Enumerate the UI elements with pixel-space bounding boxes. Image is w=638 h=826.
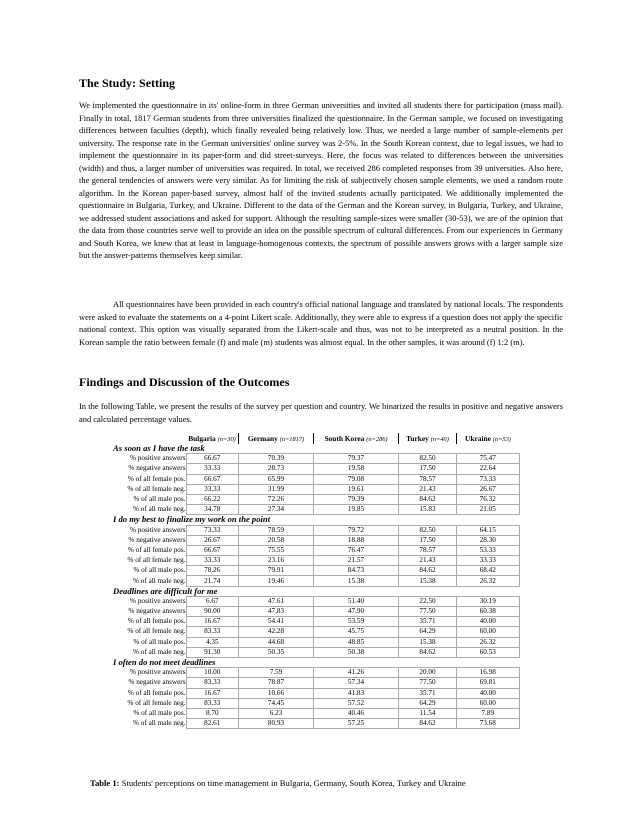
table-cell: 76.47 (314, 545, 399, 555)
table-cell: 16.98 (457, 668, 520, 678)
section-title: I often do not meet deadlines (113, 657, 216, 668)
table-cell: 40.46 (314, 708, 399, 718)
row-label: % of all male pos. (133, 495, 186, 504)
row-label: % of all male neg. (133, 719, 186, 728)
table-cell: 26.67 (186, 535, 239, 545)
table-cell: 75.47 (457, 454, 520, 464)
table-cell: 15.83 (399, 505, 457, 515)
table-cell: 20.00 (399, 668, 457, 678)
row-label: % of all female neg. (127, 484, 186, 493)
row-label: % negative answers (128, 535, 186, 544)
table-cell: 78.59 (239, 525, 314, 535)
table-cell: 19.61 (314, 484, 399, 494)
row-label: % positive answers (130, 668, 186, 677)
table-cell: 47.61 (239, 596, 314, 606)
table-cell: 73.68 (457, 719, 520, 729)
row-label: % of all male pos. (133, 637, 186, 646)
table-cell: 33.33 (457, 556, 520, 566)
table-row (113, 535, 519, 545)
table-cell: 20.58 (239, 535, 314, 545)
section-title-setting: The Study: Setting (79, 76, 176, 90)
table-row (113, 566, 519, 576)
table-cell: 16.67 (186, 617, 239, 627)
table-row (113, 596, 519, 606)
table-row (113, 464, 519, 474)
table-row (113, 647, 519, 657)
row-label: % of all female neg. (127, 627, 186, 636)
table-cell: 76.32 (457, 494, 520, 504)
table-cell: 11.54 (399, 708, 457, 718)
table-cell: 27.34 (239, 505, 314, 515)
table-cell: 90.00 (186, 607, 239, 617)
table-row (113, 688, 519, 698)
table-cell: 15.38 (399, 576, 457, 586)
table-cell: 70.39 (239, 454, 314, 464)
table-cell: 60.00 (457, 627, 520, 637)
row-label: % positive answers (130, 525, 186, 534)
table-cell: 4.35 (186, 637, 239, 647)
table-cell: 47.83 (239, 607, 314, 617)
table-cell: 47.90 (314, 607, 399, 617)
table-cell: 6.67 (186, 596, 239, 606)
row-label: % of all female pos. (127, 617, 186, 626)
table-cell: 64.29 (399, 627, 457, 637)
row-label: % of all male pos. (133, 566, 186, 575)
table-section-row (113, 515, 519, 525)
table-cell: 68.42 (457, 566, 520, 576)
table-cell: 15.38 (399, 637, 457, 647)
table-cell: 57.34 (314, 678, 399, 688)
row-label: % positive answers (130, 454, 186, 463)
table-cell: 82.50 (399, 454, 457, 464)
table-row (113, 474, 519, 484)
table-cell: 66.67 (186, 474, 239, 484)
table-cell: 41.83 (314, 688, 399, 698)
table-cell: 51.40 (314, 596, 399, 606)
table-cell: 10.66 (239, 688, 314, 698)
row-label: % positive answers (130, 596, 186, 605)
table-cell: 22.50 (399, 596, 457, 606)
table-cell: 78.57 (399, 474, 457, 484)
row-label: % negative answers (128, 464, 186, 473)
column-header: Ukraine (n=53) (457, 433, 520, 444)
table-cell: 78.57 (399, 545, 457, 555)
table-cell: 21.05 (457, 505, 520, 515)
table-cell: 66.67 (186, 454, 239, 464)
section-title: Deadlines are difficult for me (113, 585, 218, 596)
table-cell: 60.53 (457, 647, 520, 657)
table-cell: 74.45 (239, 698, 314, 708)
table-row (113, 719, 519, 729)
table-cell: 77.50 (399, 607, 457, 617)
table-cell: 77.50 (399, 678, 457, 688)
table-cell: 83.33 (186, 678, 239, 688)
section-title: I do my best to finalize my work on the point (113, 514, 271, 525)
table-cell: 79.37 (314, 454, 399, 464)
table-cell: 30.19 (457, 596, 520, 606)
row-label: % of all male pos. (133, 708, 186, 717)
table-cell: 35.71 (399, 688, 457, 698)
caption-label: Table 1: (90, 778, 120, 788)
table-cell: 50.38 (314, 647, 399, 657)
table-section-row (113, 657, 519, 667)
results-table (113, 433, 520, 729)
table-cell: 79.72 (314, 525, 399, 535)
row-label: % of all female pos. (127, 688, 186, 697)
column-header: Turkey (n=40) (399, 433, 457, 444)
table-cell: 73.33 (457, 474, 520, 484)
table-cell: 79.91 (239, 566, 314, 576)
table-cell: 19.58 (314, 464, 399, 474)
table-cell: 66.22 (186, 494, 239, 504)
table-cell: 7.89 (457, 708, 520, 718)
table-cell: 48.85 (314, 637, 399, 647)
table-cell: 34.78 (186, 505, 239, 515)
table-cell: 19.46 (239, 576, 314, 586)
table-cell: 21.74 (186, 576, 239, 586)
table-cell: 79.08 (314, 474, 399, 484)
table-cell: 50.35 (239, 647, 314, 657)
table-cell: 83.33 (186, 627, 239, 637)
table-row (113, 637, 519, 647)
table-row (113, 678, 519, 688)
table-row (113, 668, 519, 678)
table-cell: 54.41 (239, 617, 314, 627)
table-cell: 65.99 (239, 474, 314, 484)
table-cell: 40.00 (457, 688, 520, 698)
row-label: % of all male neg. (133, 505, 186, 514)
setting-paragraph-2: All questionnaires have been provided in each country's official national language and translated by national locals. The respondents were asked to evaluate the statements on a 4-point Likert scale. Additionally, they were able to express if a question does not apply the specific national context. This option was visually separated from the Likert-scale and thus, was not to be interpreted as a neutral position. In the Korean sample the ratio between female (f) and male (m) students was almost equal. In the other samples, it was around (f) 1:2 (m). (79, 299, 563, 347)
table-cell: 26.67 (457, 484, 520, 494)
column-header: Bulgaria (n=30) (188, 434, 236, 443)
table-cell: 57.52 (314, 698, 399, 708)
table-caption (90, 778, 466, 788)
table-cell: 41.26 (314, 668, 399, 678)
table-cell: 60.00 (457, 698, 520, 708)
table-row (113, 494, 519, 504)
table-cell: 83.33 (186, 698, 239, 708)
row-label: % of all female neg. (127, 698, 186, 707)
table-cell: 82.50 (399, 525, 457, 535)
table-row (113, 454, 519, 464)
table-cell: 7.59 (239, 668, 314, 678)
table-cell: 84.62 (399, 647, 457, 657)
table-row (113, 708, 519, 718)
table-cell: 40.00 (457, 617, 520, 627)
table-cell: 75.55 (239, 545, 314, 555)
table-cell: 23.16 (239, 556, 314, 566)
table-cell: 17.50 (399, 464, 457, 474)
table-cell: 91.30 (186, 647, 239, 657)
row-label: % negative answers (128, 607, 186, 616)
row-label: % of all female neg. (127, 556, 186, 565)
table-row (113, 576, 519, 586)
table-row (113, 505, 519, 515)
table-cell: 16.67 (186, 688, 239, 698)
table-cell: 33.33 (186, 484, 239, 494)
table-cell: 8.70 (186, 708, 239, 718)
table-row (113, 525, 519, 535)
table-cell: 60.38 (457, 607, 520, 617)
setting-paragraph-1: We implemented the questionnaire in its' online-form in three German universities and invited all students there for participation (mass mail). Finally in total, 1817 German students from three universities finalized the questionnaire. In the German sample, we focused on investigating differences between faculties (depth), which finally revealed being relatively low. Thus, we needed a large number of sample-elements per university. The response rate in the German universities' online survey was 2-5%. In the South Korean context, due to legal issues, we had to implement the questionnaire in its paper-form and did street-surveys. Here, the focus was related to differences between the universities (width) and thus, a larger number of universities was required. In total, we received 286 completed responses from 39 universities. Also here, the general tendencies of answers were very similar. As for limiting the risk of subjectively chosen sample elements, we used a random route algorithm. In the Korean paper-based survey, almost half of the invited students actually participated. We additionally implemented the questionnaire in Bulgaria, Turkey, and Ukraine. Different to the data of the German and the Korean survey, in Bulgaria, Turkey, and Ukraine, we addressed student associations and asked for support. Although the resulting sample-sizes were smaller (30-53), we are of the opinion that the data from those countries serve well to provide an idea on the possible spectrum of cultural differences. From our experiences in Germany and South Korea, we knew that at least in language-homogenous contexts, the spectrum of possible answers grows with a larger sample size but the answer-patterns themselves keep similar. (79, 100, 563, 260)
table-row (113, 607, 519, 617)
table-cell: 69.81 (457, 678, 520, 688)
table-row (113, 627, 519, 637)
column-header: Germany (n=1817) (239, 433, 314, 444)
table-cell: 22.64 (457, 464, 520, 474)
table-cell: 28.73 (239, 464, 314, 474)
table-cell: 44.68 (239, 637, 314, 647)
table-row (113, 545, 519, 555)
row-label: % of all male neg. (133, 647, 186, 656)
table-cell: 64.29 (399, 698, 457, 708)
table-cell: 33.33 (186, 556, 239, 566)
table-cell: 53.59 (314, 617, 399, 627)
table-cell: 35.71 (399, 617, 457, 627)
table-cell: 78.87 (239, 678, 314, 688)
table-cell: 82.61 (186, 719, 239, 729)
table-cell: 84.62 (399, 494, 457, 504)
table-cell: 53.33 (457, 545, 520, 555)
table-cell: 84.73 (314, 566, 399, 576)
caption-text: Students' perceptions on time management in Bulgaria, Germany, South Korea, Turkey and Ukraine (121, 778, 466, 788)
table-cell: 42.28 (239, 627, 314, 637)
table-cell: 15.38 (314, 576, 399, 586)
section-title: As soon as I have the task (113, 443, 205, 454)
table-cell: 26.32 (457, 637, 520, 647)
table-cell: 45.75 (314, 627, 399, 637)
table-body (113, 444, 519, 729)
row-label: % negative answers (128, 678, 186, 687)
table-cell: 6.23 (239, 708, 314, 718)
table-row (113, 617, 519, 627)
table-cell: 84.62 (399, 719, 457, 729)
table-cell: 21.43 (399, 556, 457, 566)
section-title-findings: Findings and Discussion of the Outcomes (79, 375, 290, 389)
table-cell: 64.15 (457, 525, 520, 535)
findings-paragraph-1: In the following Table, we present the results of the survey per question and country. We binarized the results in positive and negative answers and calculated percentage values. (79, 401, 563, 424)
table-cell: 33.33 (186, 464, 239, 474)
table-cell: 80.93 (239, 719, 314, 729)
row-label: % of all female pos. (127, 474, 186, 483)
table-section-row (113, 444, 519, 454)
table-cell: 21.43 (399, 484, 457, 494)
table-row (113, 556, 519, 566)
table-cell: 78.26 (186, 566, 239, 576)
column-header: South Korea (n=286) (314, 433, 399, 444)
table-cell: 17.50 (399, 535, 457, 545)
table-cell: 79.39 (314, 494, 399, 504)
table-cell: 28.30 (457, 535, 520, 545)
table-cell: 57.25 (314, 719, 399, 729)
table-cell: 66.67 (186, 545, 239, 555)
table-cell: 19.85 (314, 505, 399, 515)
table-row (113, 698, 519, 708)
table-cell: 31.99 (239, 484, 314, 494)
table-cell: 21.57 (314, 556, 399, 566)
table-cell: 73.33 (186, 525, 239, 535)
table-cell: 26.32 (457, 576, 520, 586)
table-cell: 84.62 (399, 566, 457, 576)
row-label: % of all female pos. (127, 545, 186, 554)
table-section-row (113, 586, 519, 596)
table-cell: 10.00 (186, 668, 239, 678)
table-cell: 72.26 (239, 494, 314, 504)
table-cell: 18.88 (314, 535, 399, 545)
row-label: % of all male neg. (133, 576, 186, 585)
table-row (113, 484, 519, 494)
